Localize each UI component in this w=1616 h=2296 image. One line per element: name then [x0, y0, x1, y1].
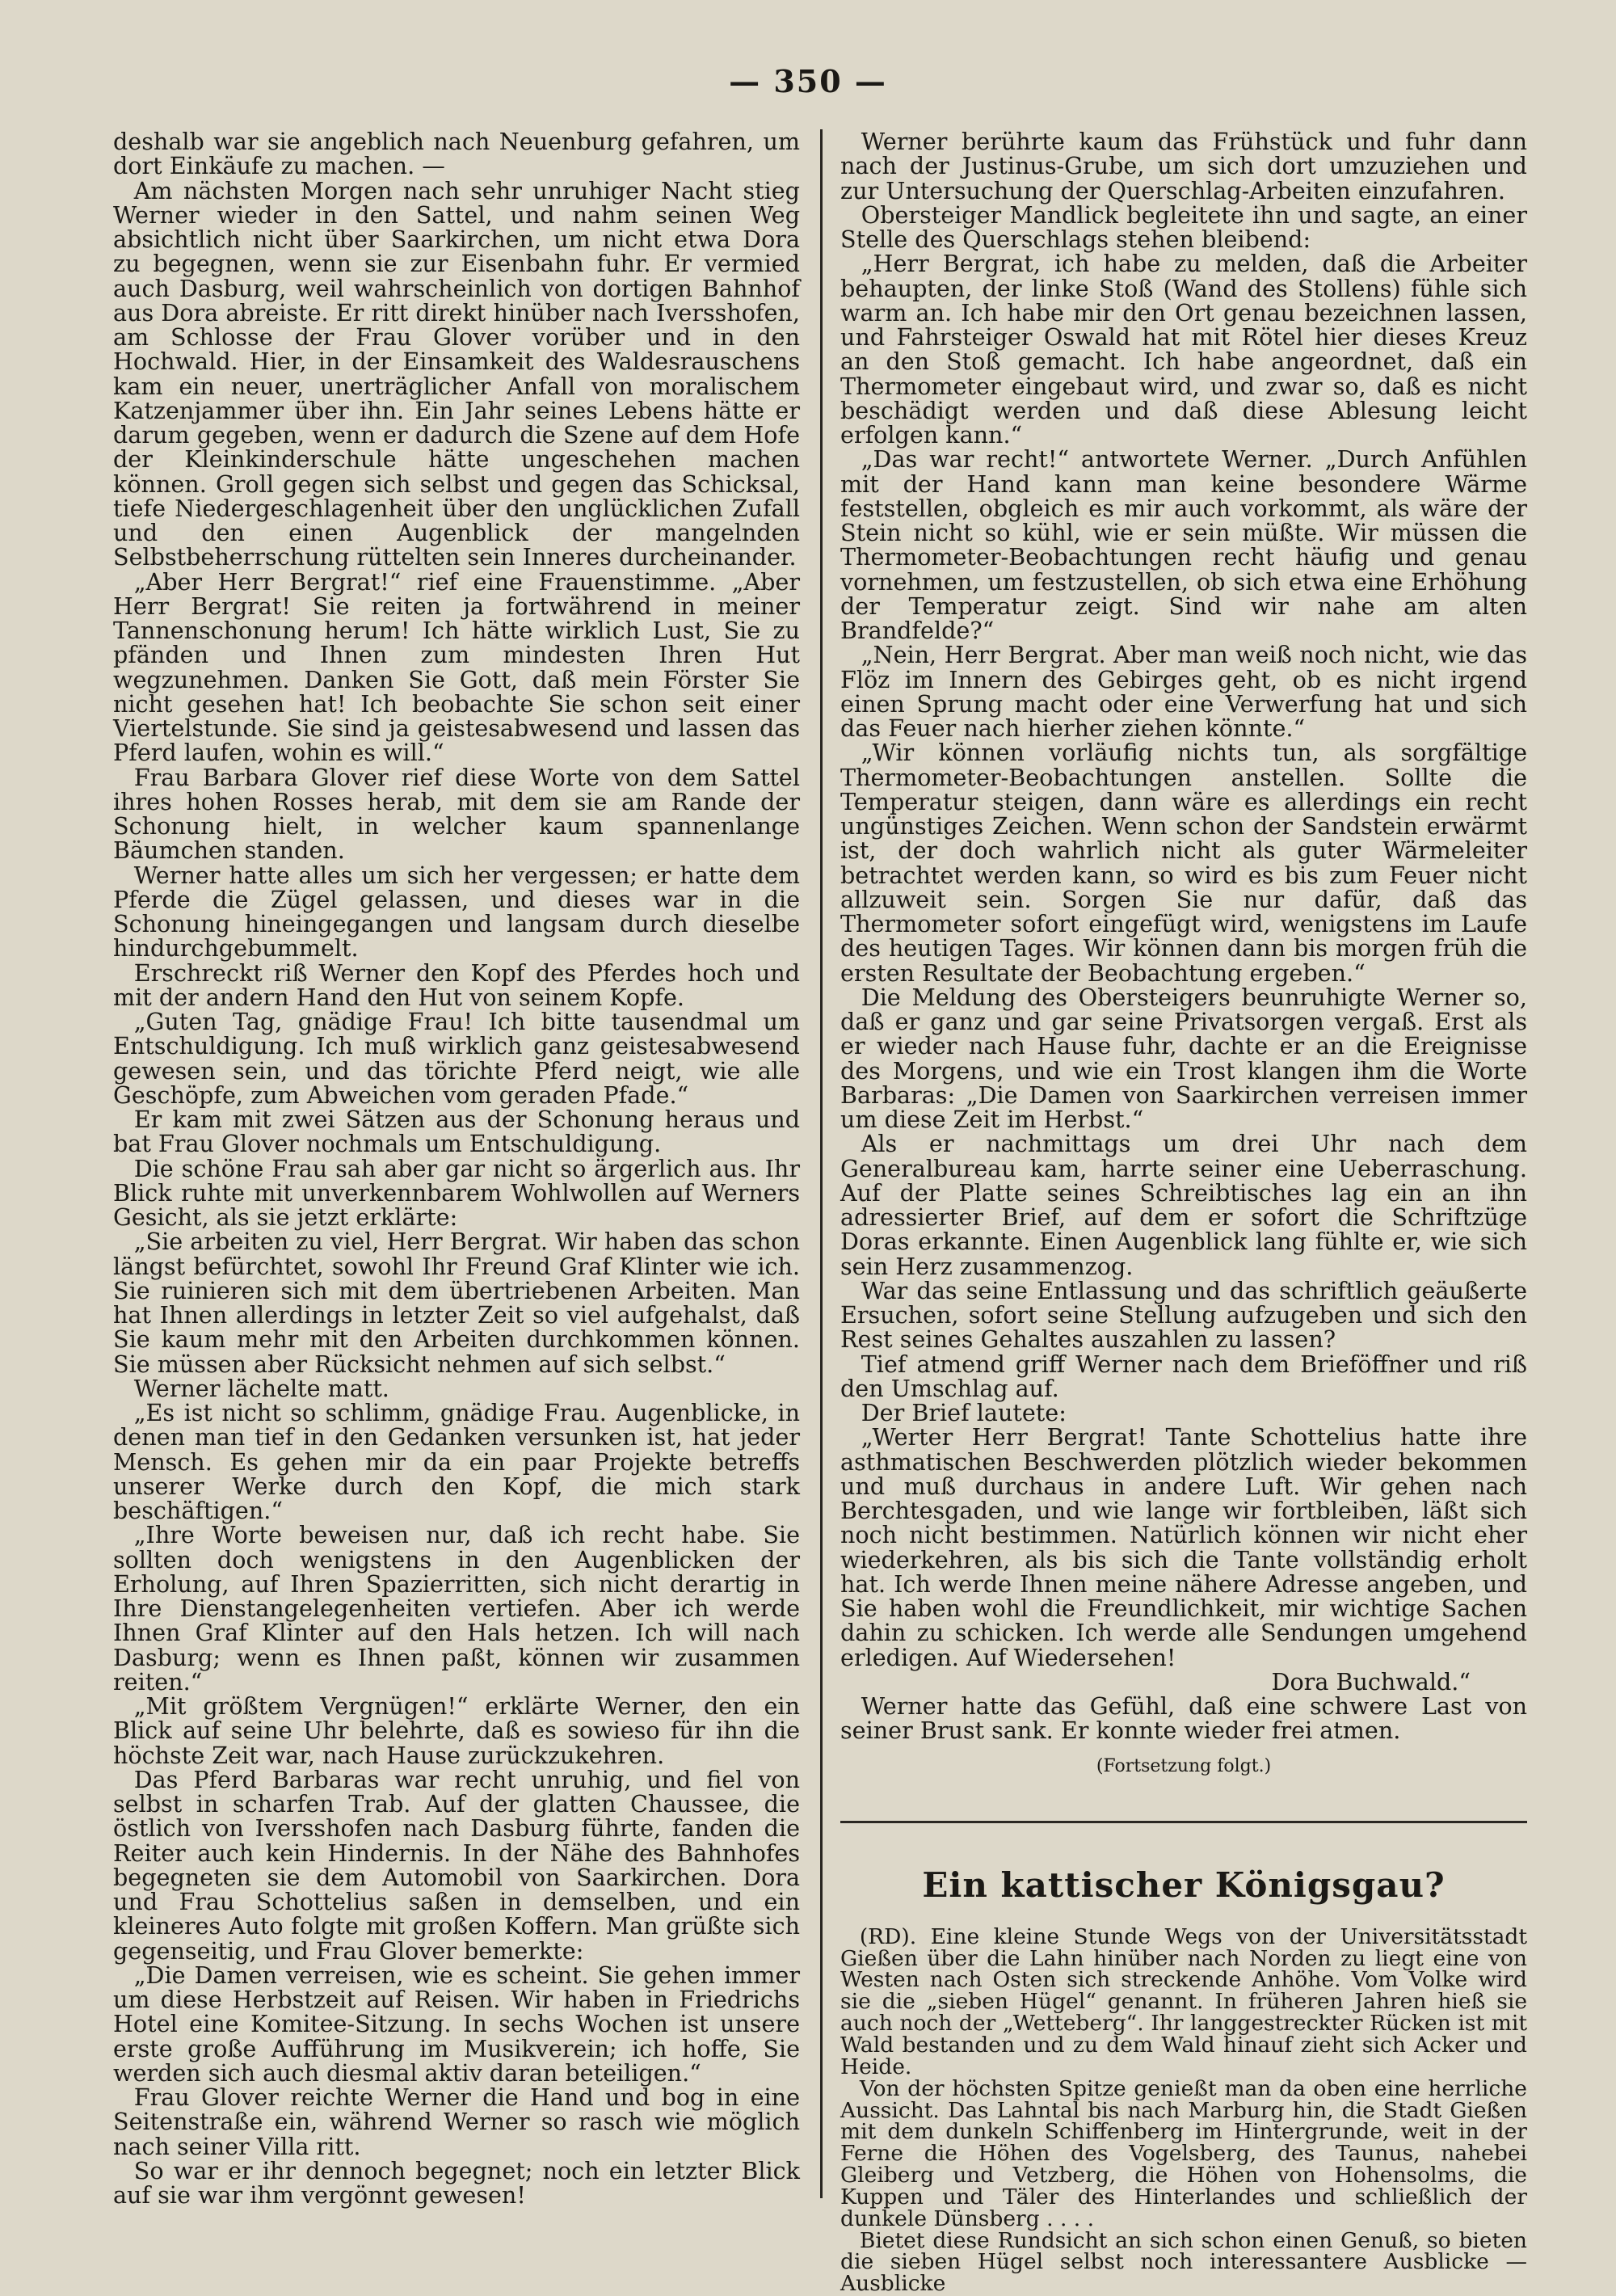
- paragraph: deshalb war sie angeblich nach Neuenburg gefahren, um dort Einkäufe zu machen. —: [113, 128, 800, 180]
- right-column: [840, 129, 1527, 2295]
- paragraph: „Ihre Worte beweisen nur, daß ich recht habe. Sie sollten doch wenigstens in den Augenblicken der Erholung, auf Ihren Spazierritten, sich nicht derartig in Ihre Dienstangelegenheiten vertiefen. Aber ich werde Ihnen Graf Klinter auf den Hals hetzen. Ich will nach Dasburg; wenn es Ihnen paßt, können wir zusammen reiten.“: [113, 1521, 800, 1696]
- article-body: [840, 1923, 1527, 2296]
- paragraph: Frau Glover reichte Werner die Hand und bog in eine Seitenstraße ein, während Werner so rasch wie möglich nach seiner Villa ritt.: [113, 2083, 800, 2160]
- paragraph: „Herr Bergrat, ich habe zu melden, daß die Arbeiter behaupten, der linke Stoß (Wand des Stollens) fühle sich warm an. Ich habe mir den Ort genau bezeichnen lassen, und Fahrsteiger Oswald hat mit Rötel hier dieses Kreuz an den Stoß gemacht. Ich habe angeordnet, daß ein Thermometer eingebaut wird, und zwar so, daß es nicht beschädigt werden und daß diese Ablesung leicht erfolgen kann.“: [840, 250, 1527, 449]
- paragraph: (RD). Eine kleine Stunde Wegs von der Universitätsstadt Gießen über die Lahn hinüber nach Norden zu liegt eine von Westen nach Osten sich streckende Anhöhe. Vom Volke wird sie die „sieben Hügel“ genannt. In früheren Jahren hieß sie auch noch der „Wetteberg“. Ihr langgestreckter Rücken ist mit Wald bestanden und zu dem Wald hinauf zieht sich Acker und Heide.: [840, 1923, 1527, 2079]
- paragraph: „Guten Tag, gnädige Frau! Ich bitte tausendmal um Entschuldigung. Ich muß wirklich ganz geistesabwesend gewesen sein, und das törichte Pferd neigt, wie alle Geschöpfe, zum Abweichen vom geraden Pfade.“: [113, 1008, 800, 1109]
- letter-signature: Dora Buchwald.“: [1271, 1667, 1471, 1696]
- paragraph: „Wir können vorläufig nichts tun, als sorgfältige Thermometer-Beobachtungen anstellen. Sollte die Temperatur steigen, dann wäre es allerdings ein recht ungünstiges Zeichen. Wenn schon der Sandstein erwärmt ist, der doch wahrlich nicht als guter Wärmeleiter betrachtet werden kann, so wird es bis zum Feuer nicht allzuweit sein. Sorgen Sie nur dafür, daß das Thermometer sofort eingefügt wird, wenigstens im Laufe des heutigen Tages. Wir können dann bis morgen früh die ersten Resultate der Beobachtung ergeben.“: [840, 739, 1527, 987]
- paragraph: Er kam mit zwei Sätzen aus der Schonung heraus und bat Frau Glover nochmals um Entschuldigung.: [113, 1106, 800, 1158]
- paragraph: Die schöne Frau sah aber gar nicht so ärgerlich aus. Ihr Blick ruhte mit unverkennbarem Wohlwollen auf Werners Gesicht, als sie jetzt erklärte:: [113, 1154, 800, 1231]
- paragraph: War das seine Entlassung und das schriftlich geäußerte Ersuchen, sofort seine Stellung aufzugeben und sich den Rest seines Gehaltes auszahlen zu lassen?: [840, 1276, 1527, 1354]
- paragraph: „Mit größtem Vergnügen!“ erklärte Werner, den ein Blick auf seine Uhr belehrte, daß es sowieso für ihn die höchste Zeit war, nach Hause zurückzukehren.: [113, 1692, 800, 1769]
- paragraph: Am nächsten Morgen nach sehr unruhiger Nacht stieg Werner wieder in den Sattel, und nahm seinen Weg absichtlich nicht über Saarkirchen, um nicht etwa Dora zu begegnen, wenn sie zur Eisenbahn fuhr. Er vermied auch Dasburg, weil wahrscheinlich von dortigen Bahnhof aus Dora abreiste. Er ritt direkt hinüber nach Iversshofen, am Schlosse der Frau Glover vorüber und in den Hochwald. Hier, in der Einsamkeit des Waldesrauschens kam ein neuer, unerträglicher Anfall von moralischem Katzenjammer über ihn. Ein Jahr seines Lebens hätte er darum gegeben, wenn er dadurch die Szene auf dem Hofe der Kleinkinderschule hätte ungeschehen machen können. Groll gegen sich selbst und gegen das Schicksal, tiefe Niedergeschlagenheit über den unglücklichen Zufall und den einen Augenblick der mangelnden Selbstbeherrschung rüttelten sein Inneres durcheinander.: [113, 176, 800, 571]
- letter-paragraph: „Werter Herr Bergrat! Tante Schottelius hatte ihre asthmatischen Beschwerden plötzlich wieder bekommen und muß durchaus in andere Luft. Wir gehen nach Berchtesgaden, und wie lange wir fortbleiben, läßt sich noch nicht bestimmen. Natürlich können wir nicht eher wiederkehren, als bis sich die Tante vollständig erholt hat. Ich werde Ihnen meine nähere Adresse angeben, und Sie haben wohl die Freundlichkeit, mir wichtige Sachen dahin zu schicken. Ich werde alle Sendungen umgehend erledigen. Auf Wiedersehen!: [840, 1423, 1527, 1671]
- paragraph: „Aber Herr Bergrat!“ rief eine Frauenstimme. „Aber Herr Bergrat! Sie reiten ja fortwährend in meiner Tannenschonung herum! Ich hätte wirklich Lust, Sie zu pfänden und Ihnen zum mindesten Ihren Hut wegzunehmen. Danken Sie Gott, daß mein Förster Sie nicht gesehen hat! Ich beobachte Sie schon seit einer Viertelstunde. Sie sind ja geistesabwesend und lassen das Pferd laufen, wohin es will.“: [113, 567, 800, 767]
- paragraph: So war er ihr dennoch begegnet; noch ein letzter Blick auf sie war ihm vergönnt gewesen!: [113, 2156, 800, 2209]
- paragraph: „Das war recht!“ antwortete Werner. „Durch Anfühlen mit der Hand kann man keine besondere Wärme feststellen, obgleich es mir auch vorkommt, als wäre der Stein nicht so kühl, wie er sein müßte. Wir müssen die Thermometer-Beobachtungen recht häufig und genau vornehmen, um festzustellen, ob sich etwa eine Erhöhung der Temperatur zeigt. Sind wir nahe am alten Brandfelde?“: [840, 445, 1527, 644]
- section-divider: [840, 1821, 1527, 1823]
- paragraph: „Nein, Herr Bergrat. Aber man weiß noch nicht, wie das Flöz im Innern des Gebirges geht, ob es nicht irgend einen Sprung macht oder eine Verwerfung hat und sich das Feuer nach hierher ziehen könnte.“: [840, 641, 1527, 742]
- paragraph: Werner lächelte matt.: [133, 1374, 389, 1402]
- paragraph: Frau Barbara Glover rief diese Worte von dem Sattel ihres hohen Rosses herab, mit dem sie am Rande der Schonung hielt, in welcher kaum spannenlange Bäumchen standen.: [113, 763, 800, 865]
- paragraph: Obersteiger Mandlick begleitete ihn und sagte, an einer Stelle des Querschlags stehen bleibend:: [840, 200, 1527, 253]
- paragraph: „Sie arbeiten zu viel, Herr Bergrat. Wir haben das schon längst befürchtet, sowohl Ihr Freund Graf Klinter wie ich. Sie ruinieren sich mit dem übertriebenen Arbeiten. Man hat Ihnen allerdings in letzter Zeit so viel aufgehalst, daß Sie kaum mehr mit den Arbeiten durchkommen können. Sie müssen aber Rücksicht nehmen auf sich selbst.“: [113, 1228, 800, 1378]
- paragraph: Werner hatte das Gefühl, daß eine schwere Last von seiner Brust sank. Er konnte wieder frei atmen.: [840, 1692, 1527, 1745]
- paragraph: Der Brief lautete:: [861, 1399, 1067, 1426]
- column-divider: [820, 129, 823, 2198]
- article-title: Ein kattischer Königsgau?: [922, 1864, 1446, 1905]
- paragraph: Erschreckt riß Werner den Kopf des Pferdes hoch und mit der andern Hand den Hut von seinem Kopfe.: [113, 958, 800, 1011]
- paragraph: „Es ist nicht so schlimm, gnädige Frau. Augenblicke, in denen man tief in den Gedanken versunken ist, hat jeder Mensch. Es gehen mir da ein paar Projekte betreffs unserer Werke durch den Kopf, die mich stark beschäftigen.“: [113, 1399, 800, 1524]
- continued-note: (Fortsetzung folgt.): [1096, 1755, 1272, 1776]
- paragraph: Von der höchsten Spitze genießt man da oben eine herrliche Aussicht. Das Lahntal bis nach Marburg hin, die Stadt Gießen mit dem dunkeln Schiffenberg im Hintergrunde, weit in der Ferne die Höhen des Vogelsberg, des Taunus, nahebei Gleiberg und Vetzberg, die Höhen von Hohensolms, die Kuppen und Täler des Hinterlandes und schließlich der dunkele Dünsberg . . . .: [840, 2075, 1527, 2231]
- left-column: [113, 129, 800, 2207]
- paragraph: „Die Damen verreisen, wie es scheint. Sie gehen immer um diese Herbstzeit auf Reisen. Wir haben in Friedrichs Hotel eine Komitee-Sitzung. In sechs Wochen ist unsere erste große Aufführung im Musikverein; ich hoffe, Sie werden sich auch diesmal aktiv daran beteiligen.“: [113, 1961, 800, 2087]
- paragraph: Tief atmend griff Werner nach dem Brieföffner und riß den Umschlag auf.: [840, 1350, 1527, 1402]
- paragraph: Werner hatte alles um sich her vergessen; er hatte dem Pferde die Zügel gelassen, und dieses war in die Schonung hineingegangen und langsam durch dieselbe hindurchgebummelt.: [113, 861, 800, 963]
- paragraph: Die Meldung des Obersteigers beunruhigte Werner so, daß er ganz und gar seine Privatsorgen vergaß. Erst als er wieder nach Hause fuhr, dachte er an die Ereignisse des Morgens, und wie ein Trost klangen ihm die Worte Barbaras: „Die Damen von Saarkirchen verreisen immer um diese Zeit im Herbst.“: [840, 983, 1527, 1133]
- paragraph: Bietet diese Rundsicht an sich schon einen Genuß, so bieten die sieben Hügel selbst noch interessantere Ausblicke — Ausblicke: [840, 2227, 1527, 2296]
- paragraph: Als er nachmittags um drei Uhr nach dem Generalbureau kam, harrte seiner eine Ueberraschung. Auf der Platte seines Schreibtisches lag ein an ihn adressierter Brief, auf dem er sofort die Schriftzüge Doras erkannte. Einen Augenblick lang fühlte er, wie sich sein Herz zusammenzog.: [840, 1130, 1527, 1280]
- page-number: — 350 —: [729, 63, 887, 99]
- paragraph: Werner berührte kaum das Frühstück und fuhr dann nach der Justinus-Grube, um sich dort umzuziehen und zur Untersuchung der Querschlag-Arbeiten einzufahren.: [840, 128, 1527, 204]
- paragraph: Das Pferd Barbaras war recht unruhig, und fiel von selbst in scharfen Trab. Auf der glatten Chaussee, die östlich von Iversshofen nach Dasburg führte, fanden die Reiter auch kein Hindernis. In der Nähe des Bahnhofes begegneten sie dem Automobil von Saarkirchen. Dora und Frau Schottelius saßen in demselben, und ein kleineres Auto folgte mit großen Koffern. Man grüßte sich gegenseitig, und Frau Glover bemerkte:: [113, 1765, 800, 1965]
